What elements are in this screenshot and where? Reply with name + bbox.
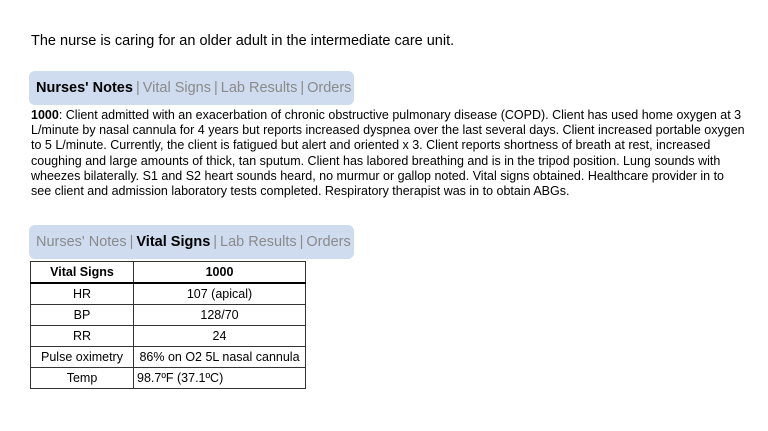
column-header-time: 1000 (134, 262, 306, 284)
tab-orders[interactable]: Orders (306, 234, 351, 250)
case-intro: The nurse is caring for an older adult in the intermediate care unit. (31, 33, 455, 49)
vital-signs-table (30, 261, 306, 389)
table-row (31, 326, 306, 347)
tab-orders[interactable]: Orders (307, 80, 352, 96)
table-row (31, 283, 306, 305)
tab-lab-results[interactable]: Lab Results (220, 234, 297, 250)
vital-value: 24 (134, 326, 306, 347)
tab-nurses-notes[interactable]: Nurses' Notes (36, 234, 127, 250)
vital-value: 86% on O2 5L nasal cannula (134, 347, 306, 368)
tab-lab-results[interactable]: Lab Results (220, 80, 298, 96)
vital-name: BP (31, 305, 134, 326)
table-row (31, 305, 306, 326)
vital-value: 98.7ºF (37.1ºC) (134, 368, 306, 389)
tab-separator: | (135, 80, 140, 96)
tab-vital-signs[interactable]: Vital Signs (142, 80, 211, 96)
table-header-row (31, 262, 306, 284)
vital-name: Temp (31, 368, 134, 389)
tab-separator: | (299, 234, 304, 250)
vital-name: HR (31, 283, 134, 305)
tab-separator: | (300, 80, 305, 96)
vital-value: 107 (apical) (134, 283, 306, 305)
tab-vital-signs[interactable]: Vital Signs (136, 234, 211, 250)
note-time: 1000 (31, 108, 59, 122)
tab-nurses-notes[interactable]: Nurses' Notes (36, 80, 133, 96)
nurses-note (31, 108, 747, 199)
tab-separator: | (129, 234, 134, 250)
tab-separator: | (213, 80, 218, 96)
column-header-vital-signs: Vital Signs (31, 262, 134, 284)
table-row (31, 368, 306, 389)
notes-tab-bar (29, 71, 354, 105)
vital-value: 128/70 (134, 305, 306, 326)
note-text: : Client admitted with an exacerbation of chronic obstructive pulmonary disease (COPD). Client has used home oxygen at 3 L/minute by nasal cannula for 4 years but reports increased dyspnea over the last several days. Client increased portable oxygen to 5 L/minute. Currently, the client is fatigued but alert and oriented x 3. Client reports shortness of breath at rest, increased coughing and large amounts of thick, tan sputum. Client has labored breathing and is in the tripod position. Lung sounds with wheezes bilaterally. S1 and S2 heart sounds heard, no murmur or gallop noted. Vital signs obtained. Healthcare provider in to see client and admission laboratory tests completed. Respiratory therapist was in to obtain ABGs. (31, 108, 745, 199)
table-row (31, 347, 306, 368)
vitals-tab-bar (29, 225, 354, 259)
tab-separator: | (213, 234, 218, 250)
vital-name: RR (31, 326, 134, 347)
vital-name: Pulse oximetry (31, 347, 134, 368)
